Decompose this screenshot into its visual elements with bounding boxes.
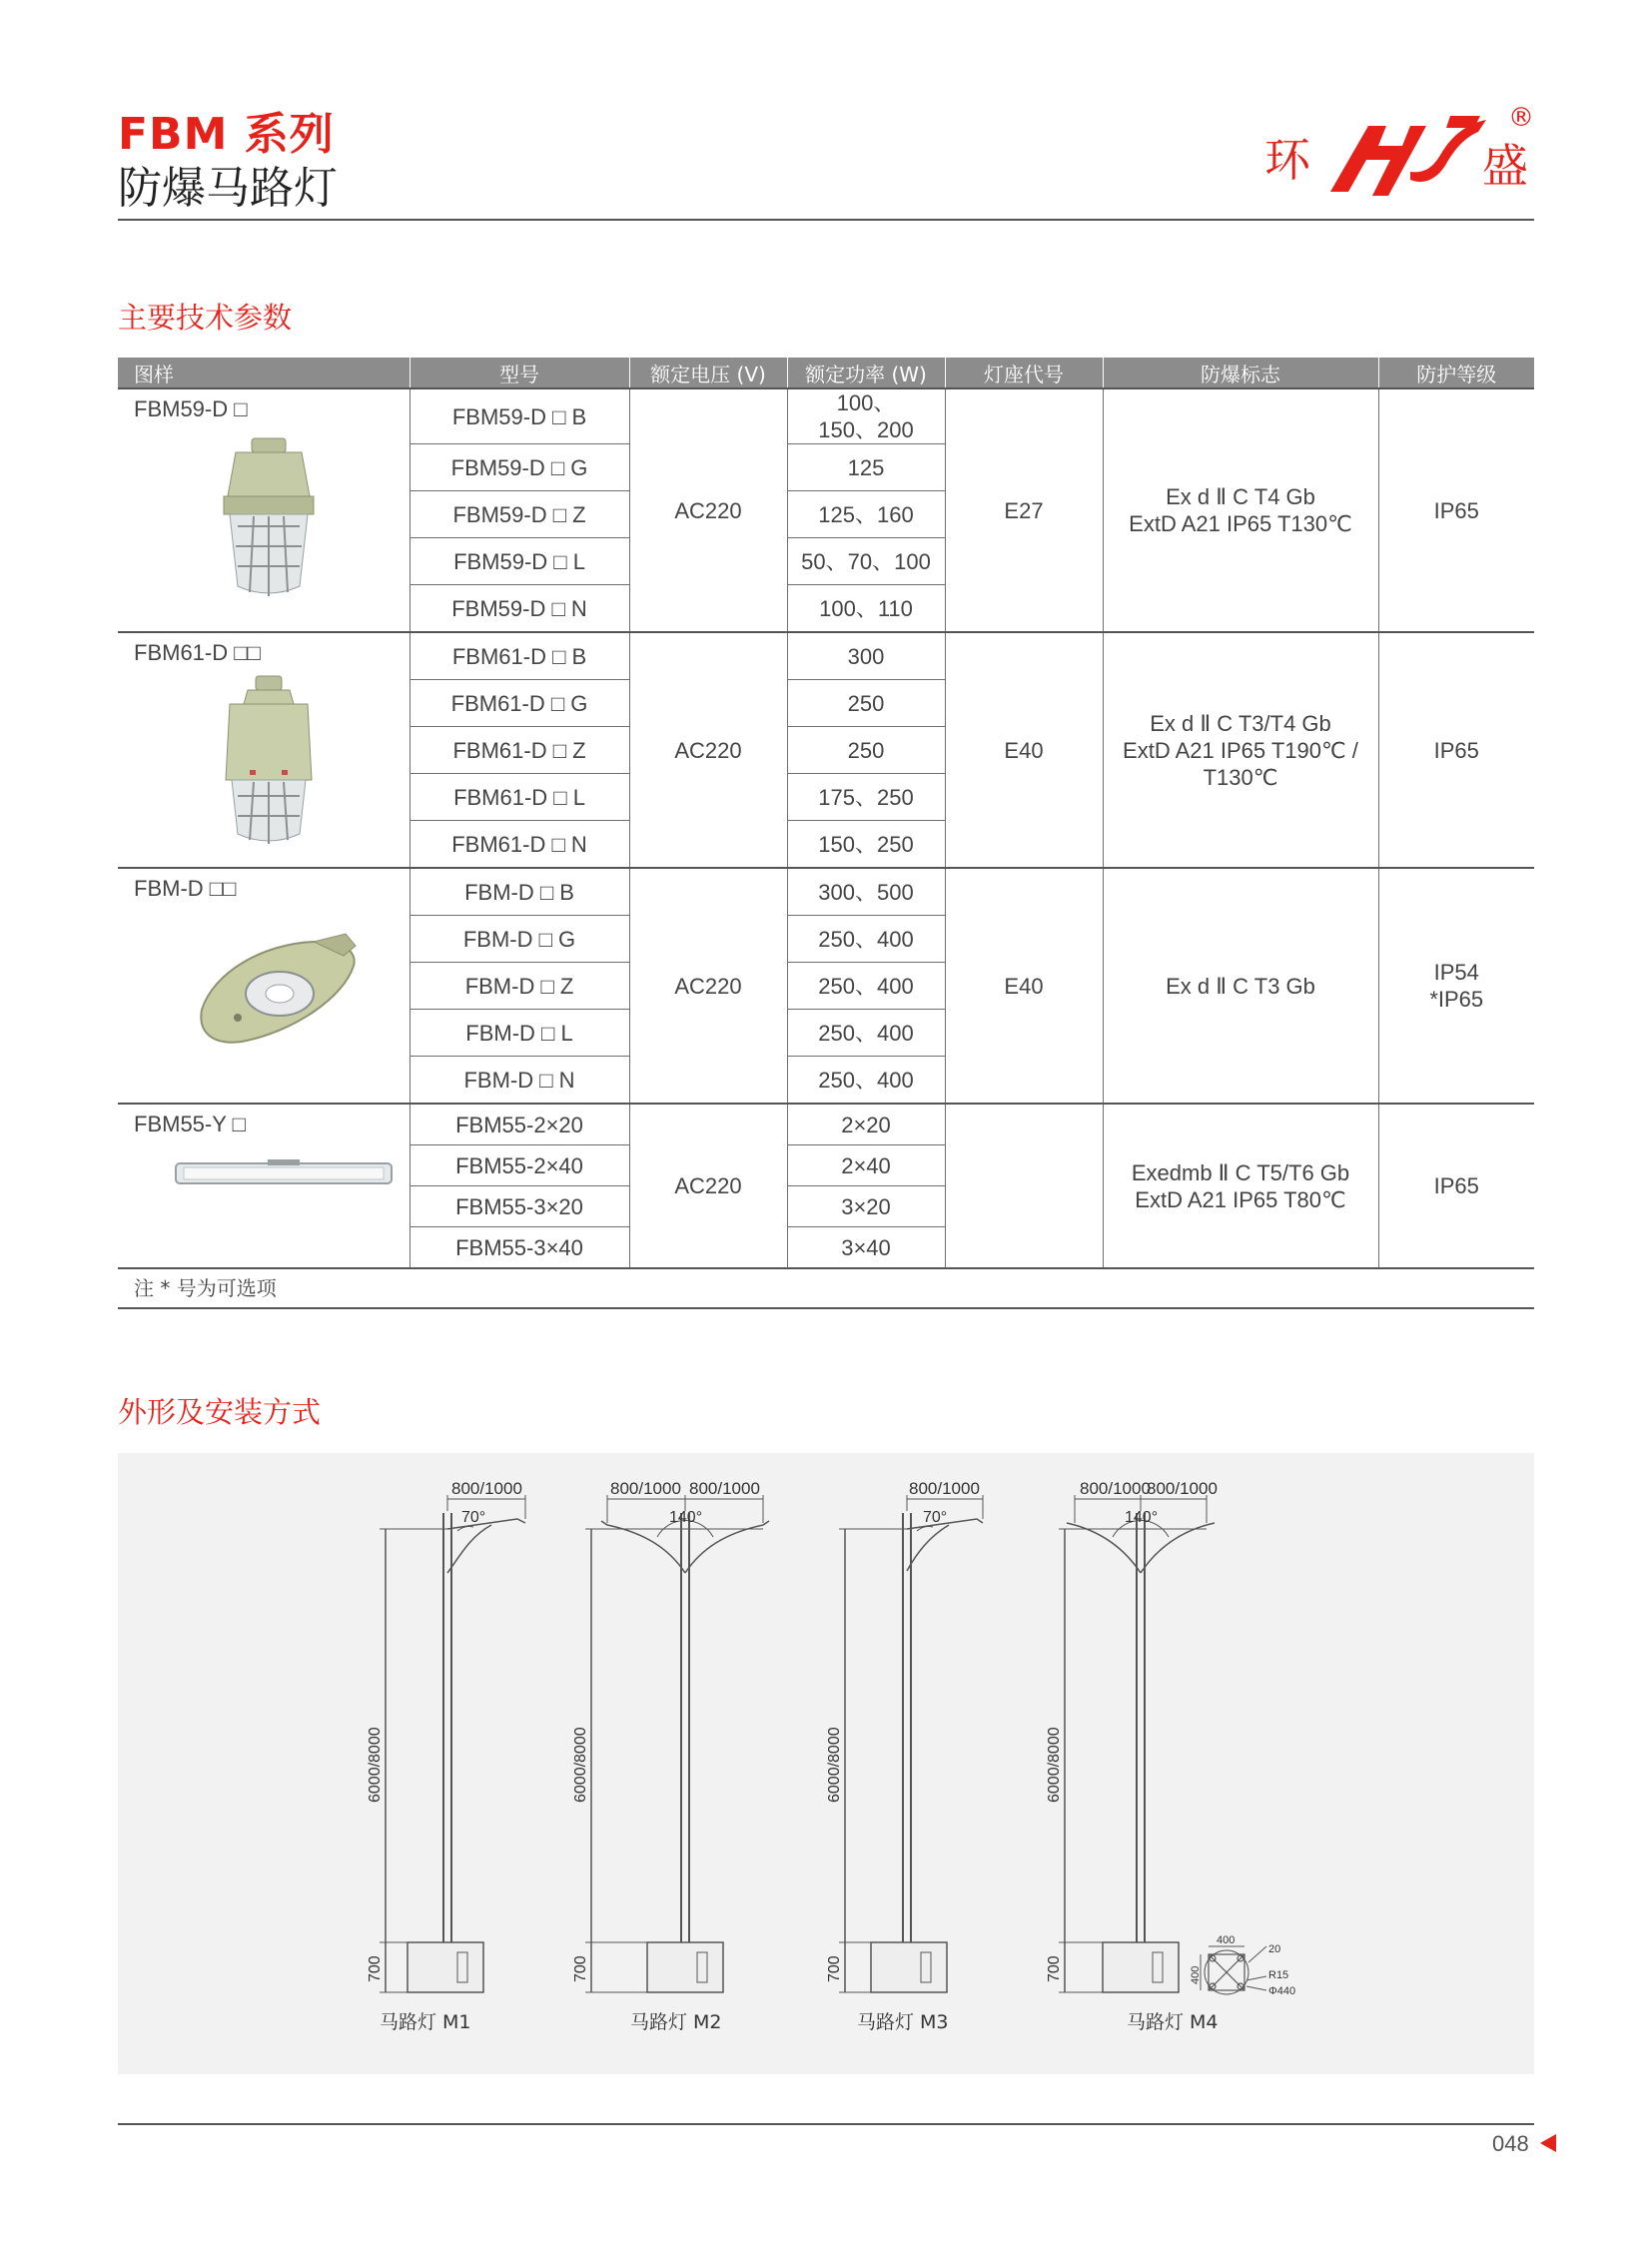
base-detail-diameter: Φ440: [1268, 1985, 1296, 1997]
specs-section-title: 主要技术参数: [118, 301, 293, 335]
table-row: [118, 388, 1534, 444]
logo-text-right: 盛: [1482, 139, 1528, 193]
pole-caption-m4: 马路灯 M4: [1127, 2011, 1219, 2033]
model-cell: FBM-D □ L: [410, 1010, 629, 1057]
image-cell: [118, 388, 410, 632]
power-cell: 250、400: [787, 963, 945, 1010]
power-cell: 125: [787, 444, 945, 491]
marking-cell: [1103, 868, 1378, 1104]
model-cell: FBM-D □ B: [410, 868, 629, 916]
power-cell: 250: [787, 680, 945, 727]
marking-cell: [1103, 1104, 1378, 1268]
m4-angle-label: 140°: [1125, 1509, 1159, 1526]
pole-m1-drawing: [380, 1495, 525, 1992]
marking-line: Exedmb Ⅱ C T5/T6 Gb: [1131, 1159, 1350, 1185]
power-cell: 50、70、100: [787, 538, 945, 585]
power-cell: 175、250: [787, 774, 945, 821]
group-label: FBM55-Y □: [134, 1112, 246, 1136]
model-cell: FBM61-D □ Z: [410, 727, 629, 774]
power-cell: 150、250: [787, 821, 945, 869]
fbm61-lamp-icon: [214, 674, 324, 854]
model-cell: FBM61-D □ L: [410, 774, 629, 821]
power-cell: 100、110: [787, 585, 945, 633]
base-cell: [945, 1104, 1103, 1268]
table-row: [118, 632, 1534, 680]
protection-line: *IP65: [1429, 987, 1484, 1012]
model-cell: FBM59-D □ N: [410, 585, 629, 633]
power-cell: 250、400: [787, 1057, 945, 1105]
power-cell: [787, 388, 945, 444]
m4-arm-label-left: 800/1000: [1080, 1479, 1151, 1498]
brand-logo: [1260, 96, 1540, 206]
series-title: FBM 系列: [118, 109, 335, 160]
col-header-image: 图样: [118, 358, 410, 388]
page-arrow-icon: [1540, 2134, 1556, 2152]
table-row: [118, 1104, 1534, 1145]
voltage-cell: AC220: [629, 868, 787, 1104]
power-cell: 2×40: [787, 1145, 945, 1186]
protection-line: IP65: [1433, 1173, 1479, 1198]
fbm-road-lamp-icon: [194, 932, 364, 1052]
base-detail-radius: R15: [1268, 1969, 1289, 1981]
base-detail-width: 400: [1217, 1934, 1236, 1946]
header-divider: [118, 219, 1534, 221]
m2-base-height-label: 700: [572, 1955, 589, 1982]
m1-arm-label: 800/1000: [451, 1479, 522, 1498]
col-header-voltage: 额定电压 (V): [629, 358, 787, 388]
marking-line: Ex d Ⅱ C T3/T4 Gb: [1150, 710, 1331, 736]
pole-caption-m1: 马路灯 M1: [380, 2011, 471, 2033]
protection-cell: [1378, 868, 1534, 1104]
m4-arm-label-right: 800/1000: [1147, 1479, 1218, 1498]
m2-arm-label-right: 800/1000: [689, 1479, 760, 1498]
m4-base-height-label: 700: [1046, 1955, 1063, 1982]
voltage-cell: AC220: [629, 1104, 787, 1268]
m4-height-label: 6000/8000: [1046, 1727, 1063, 1803]
base-cell: E40: [945, 868, 1103, 1104]
power-cell: 3×40: [787, 1227, 945, 1269]
model-cell: FBM59-D □ B: [410, 388, 629, 444]
protection-cell: [1378, 1104, 1534, 1268]
m1-height-label: 6000/8000: [367, 1727, 384, 1803]
model-cell: FBM61-D □ B: [410, 632, 629, 680]
model-cell: FBM59-D □ Z: [410, 491, 629, 538]
fbm59-lamp-icon: [214, 436, 324, 606]
m2-arm-label-left: 800/1000: [610, 1479, 681, 1498]
col-header-marking: 防爆标志: [1103, 358, 1378, 388]
base-cell: E27: [945, 388, 1103, 632]
pole-m2-drawing: [585, 1495, 769, 1992]
m3-base-height-label: 700: [826, 1955, 843, 1982]
installation-diagram-panel: [118, 1453, 1534, 2074]
marking-line: Ex d Ⅱ C T4 Gb: [1166, 484, 1315, 509]
footer-divider: [118, 2123, 1534, 2125]
col-header-base: 灯座代号: [945, 358, 1103, 388]
protection-cell: [1378, 632, 1534, 868]
power-value: 100、150、200: [818, 390, 914, 442]
power-cell: 3×20: [787, 1186, 945, 1227]
product-title: 防爆马路灯: [118, 163, 338, 214]
power-cell: 250: [787, 727, 945, 774]
image-cell: [118, 632, 410, 868]
power-cell: 300: [787, 632, 945, 680]
protection-line: IP54: [1433, 960, 1479, 985]
model-cell: FBM61-D □ G: [410, 680, 629, 727]
table-note: 注 * 号为可选项: [118, 1268, 1534, 1308]
model-cell: FBM55-3×40: [410, 1227, 629, 1269]
model-cell: FBM55-2×20: [410, 1104, 629, 1145]
model-cell: FBM-D □ G: [410, 916, 629, 963]
model-cell: FBM-D □ N: [410, 1057, 629, 1105]
page-number: 048: [1492, 2131, 1529, 2156]
table-header-row: [118, 358, 1534, 388]
base-detail-depth: 400: [1190, 1965, 1202, 1984]
marking-line: T130℃: [1203, 764, 1278, 790]
power-cell: 125、160: [787, 491, 945, 538]
model-cell: FBM59-D □ G: [410, 444, 629, 491]
pole-diagrams: [118, 1453, 1534, 2074]
image-cell: [118, 1104, 410, 1268]
pole-caption-m3: 马路灯 M3: [857, 2011, 949, 2033]
image-cell: [118, 868, 410, 1104]
table-row: [118, 868, 1534, 916]
pole-m4-drawing: [1059, 1495, 1215, 1992]
col-header-power: 额定功率 (W): [787, 358, 945, 388]
marking-line: Ex d Ⅱ C T3 Gb: [1166, 973, 1315, 999]
spec-table: [118, 358, 1534, 1309]
voltage-cell: AC220: [629, 632, 787, 868]
m3-height-label: 6000/8000: [826, 1727, 843, 1803]
marking-line: ExtD A21 IP65 T80℃: [1135, 1186, 1346, 1212]
group-label: FBM-D □□: [134, 876, 237, 901]
group-label: FBM61-D □□: [134, 640, 261, 665]
model-cell: FBM55-2×40: [410, 1145, 629, 1186]
marking-line: ExtD A21 IP65 T190℃ /: [1123, 737, 1358, 763]
marking-cell: [1103, 388, 1378, 632]
fbm55-tube-lamp-icon: [174, 1153, 394, 1193]
m2-angle-label: 140°: [669, 1509, 703, 1526]
power-cell: 2×20: [787, 1104, 945, 1145]
registered-mark: ®: [1508, 103, 1534, 133]
col-header-model: 型号: [410, 358, 629, 388]
install-section-title: 外形及安装方式: [118, 1395, 322, 1429]
pole-m3-drawing: [839, 1495, 983, 1992]
power-cell: 250、400: [787, 916, 945, 963]
base-cell: E40: [945, 632, 1103, 868]
note-row: [118, 1268, 1534, 1308]
m3-arm-label: 800/1000: [909, 1479, 980, 1498]
model-cell: FBM59-D □ L: [410, 538, 629, 585]
logo-text-left: 环: [1264, 133, 1310, 187]
protection-line: IP65: [1433, 737, 1479, 763]
power-cell: 250、400: [787, 1010, 945, 1057]
protection-cell: [1378, 388, 1534, 632]
base-plate-detail: [1201, 1946, 1266, 1994]
voltage-cell: AC220: [629, 388, 787, 632]
m1-angle-label: 70°: [461, 1509, 486, 1526]
model-cell: FBM-D □ Z: [410, 963, 629, 1010]
m3-angle-label: 70°: [923, 1509, 948, 1526]
group-label: FBM59-D □: [134, 396, 248, 421]
pole-caption-m2: 马路灯 M2: [630, 2011, 722, 2033]
base-detail-hole: 20: [1268, 1943, 1281, 1955]
marking-cell: [1103, 632, 1378, 868]
power-cell: 300、500: [787, 868, 945, 916]
model-cell: FBM61-D □ N: [410, 821, 629, 869]
m2-height-label: 6000/8000: [572, 1727, 589, 1803]
col-header-protection: 防护等级: [1378, 358, 1534, 388]
protection-line: IP65: [1433, 497, 1479, 523]
marking-line: ExtD A21 IP65 T130℃: [1129, 511, 1352, 536]
m1-base-height-label: 700: [367, 1955, 384, 1982]
model-cell: FBM55-3×20: [410, 1186, 629, 1227]
